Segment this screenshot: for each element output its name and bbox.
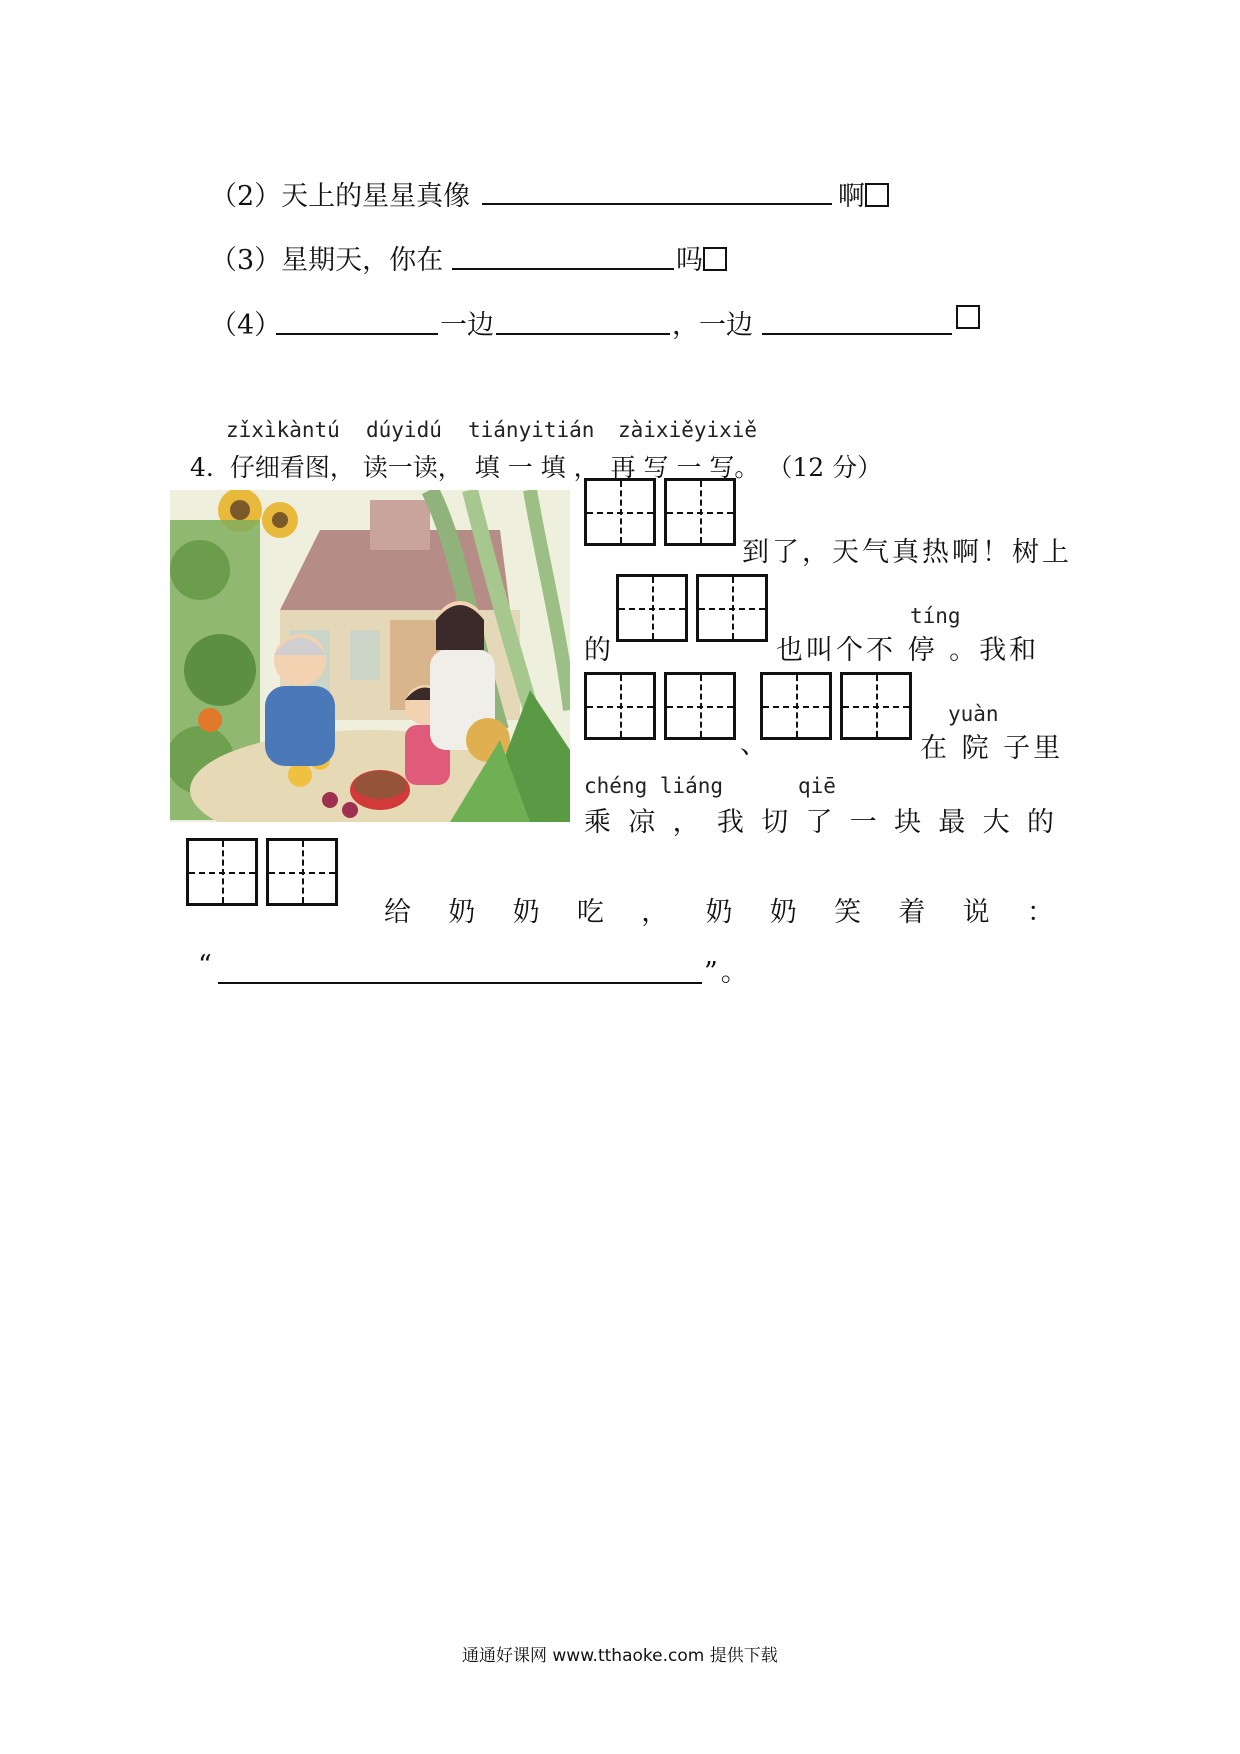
writing-box[interactable] (664, 478, 736, 546)
q3-prefix: （3）星期天，你在 (210, 245, 444, 276)
writing-box[interactable] (840, 672, 912, 740)
pinyin-yuan: yuàn (948, 702, 999, 726)
quote-open: “ (198, 950, 215, 981)
question-number: 4. (190, 453, 214, 482)
q4-blank-3[interactable] (762, 333, 952, 335)
passage-line2-tail: 也叫个不 停 。我和 (776, 635, 1040, 666)
q4-blank-2[interactable] (496, 333, 670, 335)
pinyin-chengliang: chéng liáng (584, 774, 724, 798)
pinyin-ting: tíng (910, 604, 961, 628)
passage-line1-tail: 到了，天气真热啊！树上 (742, 537, 1072, 568)
writing-box[interactable] (664, 672, 736, 740)
q4-mid2: ，一边 (672, 310, 753, 341)
q2-prefix: （2）天上的星星真像 (210, 181, 471, 212)
q4-prefix: （4） (210, 310, 282, 341)
answer-box[interactable] (865, 183, 889, 207)
writing-box[interactable] (584, 478, 656, 546)
q2-blank[interactable] (482, 203, 832, 205)
pinyin-2: dúyidú (366, 418, 442, 442)
writing-box[interactable] (760, 672, 832, 740)
passage-line3-tail: 在 院 子里 (920, 733, 1064, 764)
q4-blank-1[interactable] (276, 333, 438, 335)
answer-box[interactable] (956, 305, 980, 329)
question-title: 4. 仔细看图， 读一读， 填 一 填 ， 再 写 一 写。 （12 分） (190, 453, 883, 482)
pinyin-3: tiányitián (468, 418, 595, 442)
writing-box[interactable] (616, 574, 688, 642)
answer-box[interactable] (703, 247, 727, 271)
passage-line5: 给 奶 奶 吃 ， 奶 奶 笑 着 说 ： (384, 897, 1054, 928)
q4-mid1: 一边 (440, 310, 494, 341)
pinyin-4: zàixiěyixiě (618, 418, 758, 442)
pinyin-qie: qiē (798, 774, 836, 798)
pinyin-1: zǐxìkàntú (226, 418, 340, 442)
summer-yard-illustration (170, 490, 570, 822)
footer-text: 通通好课网 www.tthaoke.com 提供下载 (462, 1646, 778, 1666)
writing-box[interactable] (266, 838, 338, 906)
q3-blank[interactable] (452, 268, 674, 270)
quote-close: ”。 (704, 957, 751, 988)
q3-suffix: 吗 (676, 245, 703, 276)
passage-line4: 乘 凉 ， 我 切 了 一 块 最 大 的 (584, 807, 1054, 838)
writing-box[interactable] (584, 672, 656, 740)
score: （12 分） (767, 453, 883, 482)
writing-box[interactable] (696, 574, 768, 642)
separator: 、 (740, 729, 770, 760)
passage-line2-head: 的 (584, 635, 614, 666)
q2-suffix: 啊 (838, 181, 865, 212)
writing-box[interactable] (186, 838, 258, 906)
answer-blank[interactable] (218, 982, 702, 984)
